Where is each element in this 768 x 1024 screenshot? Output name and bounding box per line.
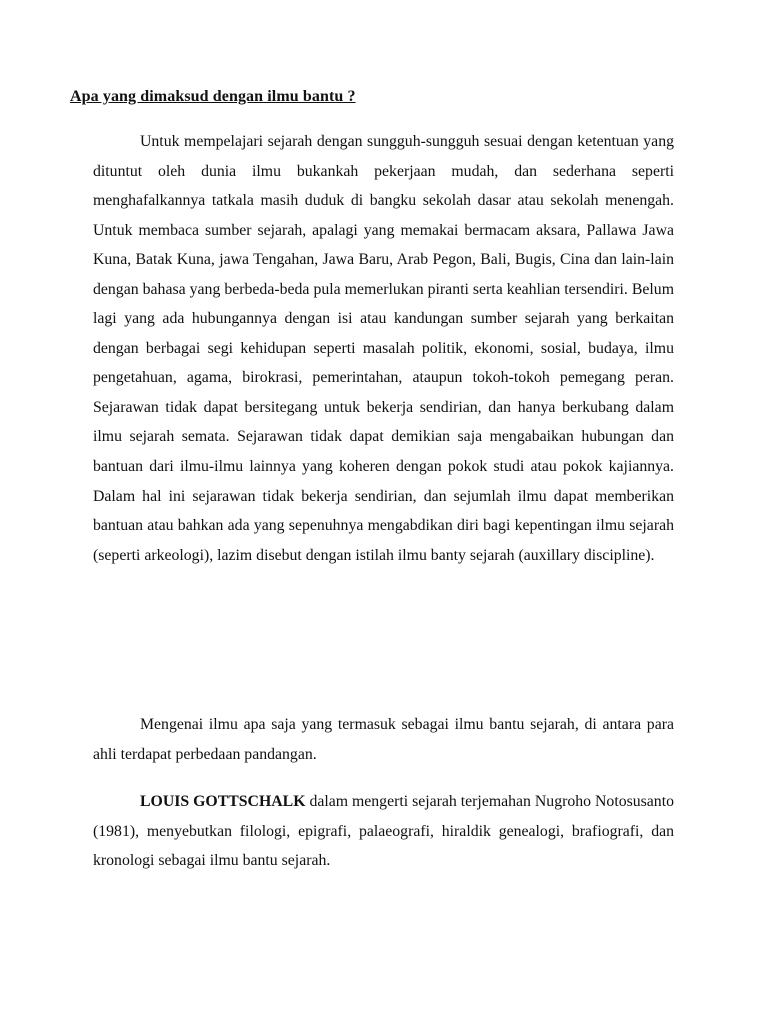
paragraph-gottschalk — [93, 787, 674, 876]
paragraph-perbedaan-pandangan: Mengenai ilmu apa saja yang termasuk sebagai ilmu bantu sejarah, di antara para ahli terdapat perbedaan pandangan. — [93, 716, 674, 763]
paragraph-ilmu-bantu-intro: Untuk mempelajari sejarah dengan sungguh-sungguh sesuai dengan ketentuan yang dituntut oleh dunia ilmu bukankah pekerjaan mudah, dan sederhana seperti menghafalkannya tatkala masih duduk di bangku sekolah dasar atau sekolah menengah. Untuk membaca sumber sejarah, apalagi yang memakai bermacam aksara, Pallawa Jawa Kuna, Batak Kuna, jawa Tengahan, Jawa Baru, Arab Pegon, Bali, Bugis, Cina dan lain-lain dengan bahasa yang berbeda-beda pula memerlukan piranti serta keahlian tersendiri. Belum lagi yang ada hubungannya dengan isi atau kandungan sumber sejarah yang berkaitan dengan berbagai segi kehidupan seperti masalah politik, ekonomi, sosial, budaya, ilmu pengetahuan, agama, birokrasi, pemerintahan, ataupun tokoh-tokoh pemegang peran. Sejarawan tidak dapat bersitegang untuk bekerja sendirian, dan hanya berkubang dalam ilmu sejarah semata. Sejarawan tidak dapat demikian saja mengabaikan hubungan dan bantuan dari ilmu-ilmu lainnya yang koheren dengan pokok studi atau pokok kajiannya. Dalam hal ini sejarawan tidak bekerja sendirian, dan sejumlah ilmu dapat memberikan bantuan atau bahkan ada yang sepenuhnya mengabdikan diri bagi kepentingan ilmu sejarah (seperti arkeologi), lazim disebut dengan istilah ilmu banty sejarah (auxillary discipline). — [93, 133, 674, 564]
document-heading: Apa yang dimaksud dengan ilmu bantu ? — [70, 88, 356, 105]
paragraph-gottschalk-text: dalam mengerti sejarah terjemahan Nugroho Notosusanto (1981), menyebutkan filologi, epigrafi, palaeografi, hiraldik genealogi, brafiografi, dan kronologi sebagai ilmu bantu sejarah. — [93, 793, 674, 870]
author-name: LOUIS GOTTSCHALK — [140, 793, 306, 810]
